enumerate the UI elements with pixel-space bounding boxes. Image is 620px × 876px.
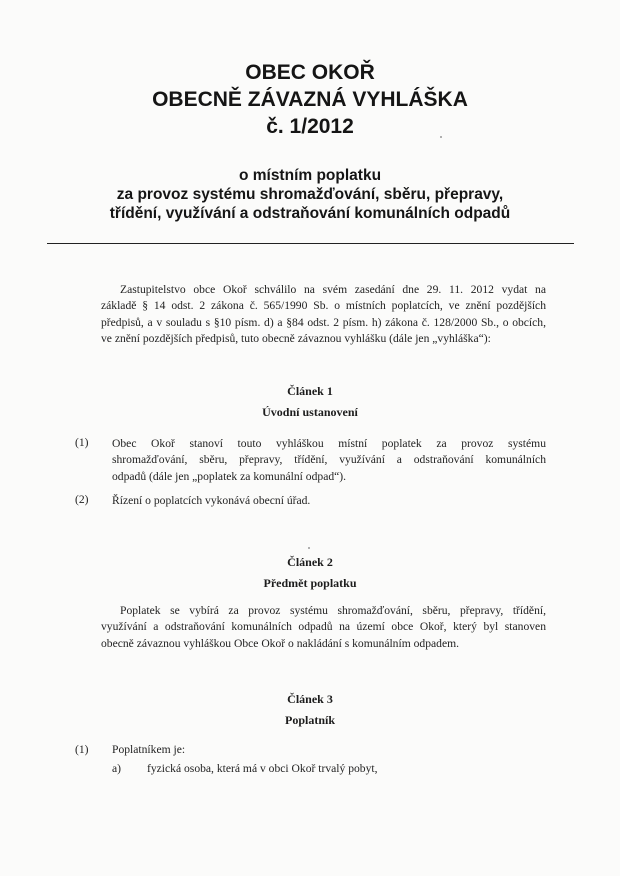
article-1-para-1-line: shromažďování, sběru, přepravy, třídění, využívání a odstraňování komunálních <box>112 453 546 467</box>
scan-speck <box>440 136 442 138</box>
subject-line-2: za provoz systému shromažďování, sběru, přepravy, <box>116 186 504 203</box>
scan-speck <box>308 547 310 549</box>
article-2-line: obecně závaznou vyhláškou Obce Okoř o nakládání s komunálním odpadem. <box>101 636 460 650</box>
article-2-line: využívání a odstraňování komunálních odpadů na území obce Okoř, který byl stanoven <box>101 620 546 634</box>
municipality-name: OBEC OKOŘ <box>245 61 375 84</box>
intro-line: předpisů, a v souladu s §10 písm. d) a §84 odst. 2 písm. h) zákona č. 128/2000 Sb., o obcích, <box>101 315 546 329</box>
article-3-para-1: Poplatníkem je: <box>112 743 186 756</box>
article-2-title: Článek 2 <box>287 555 333 569</box>
article-3-item-a: fyzická osoba, která má v obci Okoř trvalý pobyt, <box>147 762 378 775</box>
article-1-para-1-line: odpadů (dále jen „poplatek za komunální odpad“). <box>112 469 347 483</box>
intro-line: Zastupitelstvo obce Okoř schválilo na svém zasedání dne 29. 11. 2012 vydat na <box>120 283 546 296</box>
article-1-para-2-line: Řízení o poplatcích vykonává obecní úřad. <box>112 494 311 507</box>
article-2-heading: Předmět poplatku <box>263 576 357 590</box>
title-divider <box>47 243 574 244</box>
intro-line: základě § 14 odst. 2 zákona č. 565/1990 Sb. o místních poplatcích, ve znění pozdějších <box>101 299 546 313</box>
article-1-para-1 <box>112 436 546 485</box>
article-3-title: Článek 3 <box>287 692 333 706</box>
article-1-para-2-number: (2) <box>75 493 89 506</box>
decree-number: č. 1/2012 <box>266 115 354 138</box>
article-1-para-2 <box>112 493 546 509</box>
article-2-line: Poplatek se vybírá za provoz systému shromažďování, sběru, přepravy, třídění, <box>120 604 546 617</box>
decree-title: OBECNĚ ZÁVAZNÁ VYHLÁŠKA <box>152 88 468 111</box>
article-1-para-1-number: (1) <box>75 436 89 449</box>
subject-line-3: třídění, využívání a odstraňování komunálních odpadů <box>109 205 511 222</box>
article-1-heading: Úvodní ustanovení <box>262 405 358 419</box>
article-1-para-1-line: Obec Okoř stanoví touto vyhláškou místní poplatek za provoz systému <box>112 437 546 450</box>
subject-line-1: o místním poplatku <box>238 167 382 184</box>
intro-line: ve znění pozdějších předpisů, tuto obecně závaznou vyhlášku (dále jen „vyhláška“): <box>101 331 491 345</box>
article-3-para-1-number: (1) <box>75 743 89 756</box>
article-3-heading: Poplatník <box>284 713 335 727</box>
article-1-title: Článek 1 <box>287 384 333 398</box>
intro-paragraph <box>101 282 546 347</box>
article-2-paragraph <box>101 603 546 652</box>
article-3-item-a-label: a) <box>112 762 122 775</box>
